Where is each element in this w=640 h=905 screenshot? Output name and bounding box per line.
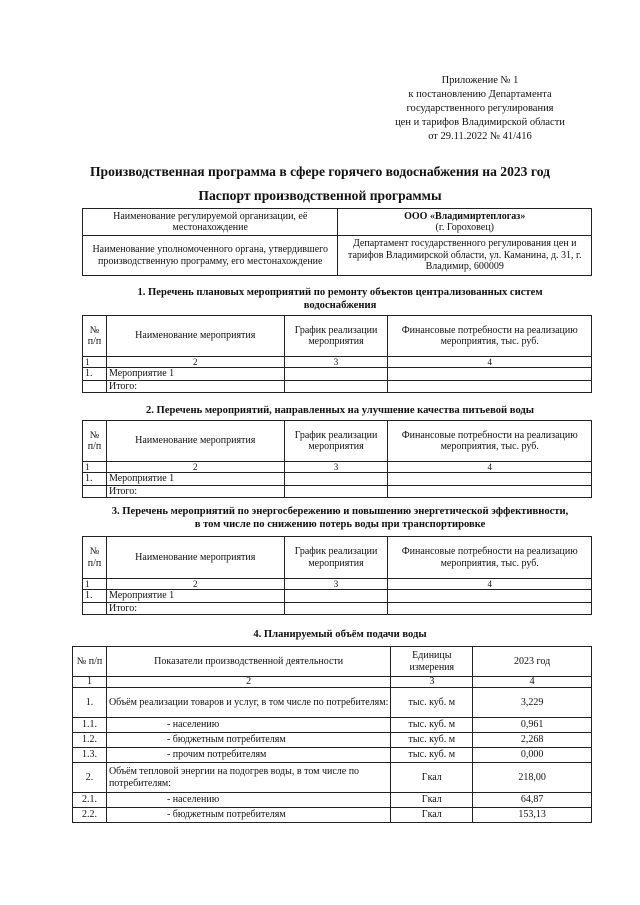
row-num: 1.: [83, 368, 107, 381]
row-num: 1.: [83, 590, 107, 603]
table-row: [73, 748, 592, 763]
index-cell: 4: [473, 677, 592, 688]
annex-line: от 29.11.2022 № 41/416: [428, 131, 532, 142]
table-row: [83, 236, 592, 276]
row-indicator: - прочим потребителям: [106, 748, 390, 763]
row-value: 218,00: [473, 763, 592, 793]
row-value: 64,87: [473, 793, 592, 808]
row-value: 0,961: [473, 718, 592, 733]
section-4-table: [72, 646, 592, 823]
row-indicator: - населению: [106, 793, 390, 808]
header-num: № п/п: [83, 421, 107, 462]
header-name: Наименование мероприятия: [106, 316, 284, 357]
index-cell: 3: [284, 579, 388, 590]
header-num: № п/п: [73, 647, 107, 677]
header-year: 2023 год: [473, 647, 592, 677]
index-cell: 2: [106, 579, 284, 590]
row-schedule: [284, 473, 388, 486]
row-schedule: [284, 602, 388, 615]
annex-block: [360, 74, 600, 144]
index-cell: 4: [388, 579, 592, 590]
row-indicator: Объём реализации товаров и услуг, в том числе по потребителям:: [106, 688, 390, 718]
table-header-row: [83, 421, 592, 462]
table-row: [73, 718, 592, 733]
row-value: 153,13: [473, 808, 592, 823]
index-row: [83, 579, 592, 590]
row-unit: тыс. куб. м: [391, 688, 473, 718]
org-name: ООО «Владимиртеплогаз»: [404, 210, 526, 222]
table-row: [83, 380, 592, 393]
table-row: [73, 733, 592, 748]
section-3-table: [82, 536, 592, 615]
row-num: [83, 380, 107, 393]
header-name: Наименование мероприятия: [106, 421, 284, 462]
table-row: [73, 793, 592, 808]
passport-title: Паспорт производственной программы: [198, 188, 442, 203]
section-3-title: 3. Перечень мероприятий по энергосбережению и повышению энергетической эффективности, в том числе по снижению потерь воды при транспортировке: [111, 506, 569, 530]
row-schedule: [284, 380, 388, 393]
index-cell: 1: [83, 357, 107, 368]
index-cell: 1: [83, 579, 107, 590]
annex-line: государственного регулирования: [406, 103, 554, 114]
index-cell: 1: [73, 677, 107, 688]
row-indicator: - населению: [106, 718, 390, 733]
header-schedule: График реализации мероприятия: [284, 421, 388, 462]
index-cell: 2: [106, 357, 284, 368]
row-indicator: - бюджетным потребителям: [106, 808, 390, 823]
header-num: № п/п: [83, 316, 107, 357]
row-total: Итого:: [106, 485, 284, 498]
row-value: 0,000: [473, 748, 592, 763]
table-row: [83, 485, 592, 498]
row-finance: [388, 473, 592, 486]
row-finance: [388, 485, 592, 498]
row-unit: тыс. куб. м: [391, 718, 473, 733]
passport-value: Департамент государственного регулирования цен и тарифов Владимирской области, ул. Каманина, д. 31, г. Владимир, 600009: [338, 236, 592, 276]
index-row: [83, 462, 592, 473]
table-row: [83, 473, 592, 486]
header-name: Наименование мероприятия: [106, 537, 284, 579]
section-1-table: [82, 315, 592, 393]
document-title: Производственная программа в сфере горячего водоснабжения на 2023 год: [89, 164, 550, 179]
row-num: 1.1.: [73, 718, 107, 733]
index-row: [83, 357, 592, 368]
section-1-title: 1. Перечень плановых мероприятий по ремонту объектов централизованных систем водоснабжения: [137, 287, 543, 311]
table-row: [73, 808, 592, 823]
row-finance: [388, 368, 592, 381]
index-cell: 3: [284, 462, 388, 473]
header-unit: Единицы измерения: [391, 647, 473, 677]
row-unit: Гкал: [391, 793, 473, 808]
row-name: Мероприятие 1: [106, 368, 284, 381]
index-cell: 2: [106, 677, 390, 688]
index-cell: 4: [388, 462, 592, 473]
index-row: [73, 677, 592, 688]
passport-value: [338, 209, 592, 236]
row-num: [83, 485, 107, 498]
table-row: [83, 590, 592, 603]
section-4-title: 4. Планируемый объём подачи воды: [253, 629, 427, 640]
header-finance: Финансовые потребности на реализацию мероприятия, тыс. руб.: [388, 316, 592, 357]
index-cell: 2: [106, 462, 284, 473]
annex-line: Приложение № 1: [441, 75, 519, 86]
header-finance: Финансовые потребности на реализацию мероприятия, тыс. руб.: [388, 537, 592, 579]
row-unit: Гкал: [391, 808, 473, 823]
section-2-table: [82, 420, 592, 498]
row-num: [83, 602, 107, 615]
row-indicator: Объём тепловой энергии на подогрев воды, в том числе по потребителям:: [106, 763, 390, 793]
header-indicator: Показатели производственной деятельности: [106, 647, 390, 677]
row-num: 1.3.: [73, 748, 107, 763]
table-header-row: [83, 316, 592, 357]
row-finance: [388, 380, 592, 393]
table-row: [83, 209, 592, 236]
row-unit: тыс. куб. м: [391, 733, 473, 748]
row-unit: Гкал: [391, 763, 473, 793]
index-cell: 3: [284, 357, 388, 368]
passport-table: [82, 208, 592, 276]
table-header-row: [83, 537, 592, 579]
table-row: [73, 763, 592, 793]
header-num: № п/п: [83, 537, 107, 579]
table-row: [73, 688, 592, 718]
table-row: [83, 602, 592, 615]
org-location: (г. Гороховец): [435, 222, 494, 233]
row-indicator: - бюджетным потребителям: [106, 733, 390, 748]
header-schedule: График реализации мероприятия: [284, 537, 388, 579]
row-name: Мероприятие 1: [106, 473, 284, 486]
row-num: 1.: [83, 473, 107, 486]
table-header-row: [73, 647, 592, 677]
row-schedule: [284, 485, 388, 498]
row-value: 2,268: [473, 733, 592, 748]
row-schedule: [284, 590, 388, 603]
table-row: [83, 368, 592, 381]
row-name: Мероприятие 1: [106, 590, 284, 603]
row-num: 2.2.: [73, 808, 107, 823]
row-schedule: [284, 368, 388, 381]
header-finance: Финансовые потребности на реализацию мероприятия, тыс. руб.: [388, 421, 592, 462]
row-num: 1.: [73, 688, 107, 718]
annex-line: к постановлению Департамента: [408, 89, 552, 100]
annex-line: цен и тарифов Владимирской области: [395, 117, 565, 128]
index-cell: 4: [388, 357, 592, 368]
row-finance: [388, 590, 592, 603]
row-num: 2.: [73, 763, 107, 793]
header-schedule: График реализации мероприятия: [284, 316, 388, 357]
row-value: 3,229: [473, 688, 592, 718]
section-2-title: 2. Перечень мероприятий, направленных на улучшение качества питьевой воды: [145, 405, 535, 416]
index-cell: 3: [391, 677, 473, 688]
passport-label: Наименование уполномоченного органа, утвердившего производственную программу, его местонахождение: [83, 236, 338, 276]
row-total: Итого:: [106, 602, 284, 615]
row-total: Итого:: [106, 380, 284, 393]
index-cell: 1: [83, 462, 107, 473]
row-unit: тыс. куб. м: [391, 748, 473, 763]
row-finance: [388, 602, 592, 615]
passport-label: Наименование регулируемой организации, её местонахождение: [83, 209, 338, 236]
row-num: 2.1.: [73, 793, 107, 808]
row-num: 1.2.: [73, 733, 107, 748]
